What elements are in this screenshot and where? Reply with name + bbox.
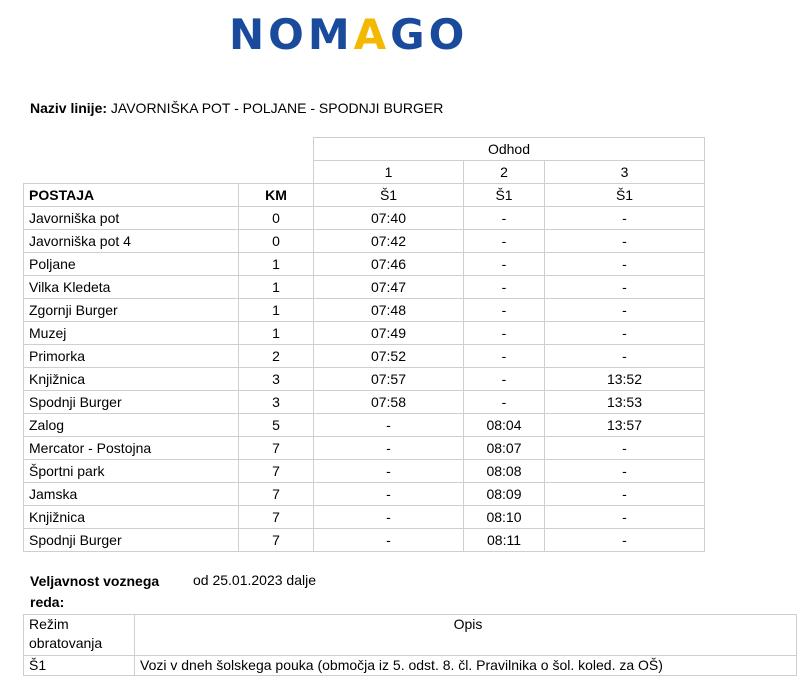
station-name: Vilka Kledeta [24, 276, 239, 299]
departure-time: 07:48 [314, 299, 464, 322]
departure-time: - [545, 253, 705, 276]
table-row [24, 299, 705, 322]
departure-time: 08:09 [464, 483, 545, 506]
table-row [24, 414, 705, 437]
table-row [24, 230, 705, 253]
km-value: 7 [239, 529, 314, 552]
departure-time: - [464, 299, 545, 322]
table-row [24, 506, 705, 529]
station-name: Knjižnica [24, 368, 239, 391]
validity-value: od 25.01.2023 dalje [193, 572, 316, 588]
table-row [24, 391, 705, 414]
table-row [24, 276, 705, 299]
departure-time: - [464, 368, 545, 391]
departure-time: 08:04 [464, 414, 545, 437]
regime-legend [23, 614, 797, 676]
departure-time: - [464, 391, 545, 414]
departure-time: - [314, 529, 464, 552]
timetable [23, 137, 705, 552]
departure-time: - [545, 230, 705, 253]
column-header-row [24, 184, 705, 207]
departure-header-row [24, 138, 705, 161]
departure-time: 07:49 [314, 322, 464, 345]
station-name: Športni park [24, 460, 239, 483]
table-row [24, 437, 705, 460]
departure-time: - [314, 506, 464, 529]
km-value: 0 [239, 207, 314, 230]
departure-time: - [545, 483, 705, 506]
regime-column-header: Režim obratovanja [24, 615, 135, 656]
station-name: Primorka [24, 345, 239, 368]
station-name: Spodnji Burger [24, 529, 239, 552]
nomago-logo: NOMAGO [229, 10, 469, 59]
legend-row [24, 656, 797, 676]
route-title [30, 100, 443, 116]
departure-time: 08:08 [464, 460, 545, 483]
departure-time: - [545, 529, 705, 552]
departure-time: 13:53 [545, 391, 705, 414]
km-value: 3 [239, 391, 314, 414]
station-name: Knjižnica [24, 506, 239, 529]
regime-code: Š1 [545, 184, 705, 207]
table-row [24, 253, 705, 276]
departure-time: 07:57 [314, 368, 464, 391]
regime-description: Vozi v dneh šolskega pouka (območja iz 5. odst. 8. čl. Pravilnika o šol. koled. za OŠ) [135, 656, 797, 676]
departure-time: 08:10 [464, 506, 545, 529]
departure-time: 07:58 [314, 391, 464, 414]
km-value: 7 [239, 437, 314, 460]
station-name: Javorniška pot [24, 207, 239, 230]
validity-label: Veljavnost voznega reda: [30, 573, 160, 610]
station-name: Zalog [24, 414, 239, 437]
regime-code: Š1 [464, 184, 545, 207]
departure-time: - [464, 276, 545, 299]
departure-number: 2 [464, 161, 545, 184]
route-name: JAVORNIŠKA POT - POLJANE - SPODNJI BURGER [110, 100, 444, 116]
km-value: 7 [239, 460, 314, 483]
departure-time: - [545, 437, 705, 460]
departure-time: - [314, 483, 464, 506]
station-name: Poljane [24, 253, 239, 276]
station-name: Muzej [24, 322, 239, 345]
station-column-header: POSTAJA [24, 184, 239, 207]
departure-time: - [314, 460, 464, 483]
departure-time: - [545, 460, 705, 483]
table-row [24, 207, 705, 230]
departure-time: 07:42 [314, 230, 464, 253]
route-label: Naziv linije: [30, 100, 108, 116]
departure-number-row [24, 161, 705, 184]
km-value: 7 [239, 506, 314, 529]
station-name: Javorniška pot 4 [24, 230, 239, 253]
departure-time: - [545, 299, 705, 322]
table-row [24, 322, 705, 345]
departure-time: - [314, 437, 464, 460]
station-name: Zgornji Burger [24, 299, 239, 322]
km-value: 1 [239, 299, 314, 322]
table-row [24, 460, 705, 483]
departure-number: 3 [545, 161, 705, 184]
departure-time: - [545, 207, 705, 230]
departure-time: - [464, 207, 545, 230]
km-value: 3 [239, 368, 314, 391]
departure-time: - [545, 506, 705, 529]
km-value: 7 [239, 483, 314, 506]
km-value: 5 [239, 414, 314, 437]
km-value: 2 [239, 345, 314, 368]
departure-time: - [545, 322, 705, 345]
km-column-header: KM [239, 184, 314, 207]
departure-time: - [464, 345, 545, 368]
departure-time: - [314, 414, 464, 437]
legend-header-row [24, 615, 797, 656]
departure-time: 07:52 [314, 345, 464, 368]
departure-time: 07:46 [314, 253, 464, 276]
km-value: 1 [239, 276, 314, 299]
departure-number: 1 [314, 161, 464, 184]
description-column-header: Opis [135, 615, 797, 656]
departure-time: 08:07 [464, 437, 545, 460]
table-row [24, 529, 705, 552]
regime-code: Š1 [314, 184, 464, 207]
departure-header: Odhod [314, 138, 705, 161]
km-value: 1 [239, 253, 314, 276]
km-value: 1 [239, 322, 314, 345]
station-name: Jamska [24, 483, 239, 506]
departure-time: - [464, 253, 545, 276]
departure-time: - [464, 322, 545, 345]
km-value: 0 [239, 230, 314, 253]
departure-time: 13:57 [545, 414, 705, 437]
departure-time: 07:47 [314, 276, 464, 299]
regime-code: Š1 [24, 656, 135, 676]
departure-time: 08:11 [464, 529, 545, 552]
departure-time: 07:40 [314, 207, 464, 230]
table-row [24, 368, 705, 391]
departure-time: - [545, 345, 705, 368]
station-name: Spodnji Burger [24, 391, 239, 414]
departure-time: 13:52 [545, 368, 705, 391]
table-row [24, 345, 705, 368]
station-name: Mercator - Postojna [24, 437, 239, 460]
departure-time: - [545, 276, 705, 299]
departure-time: - [464, 230, 545, 253]
table-row [24, 483, 705, 506]
